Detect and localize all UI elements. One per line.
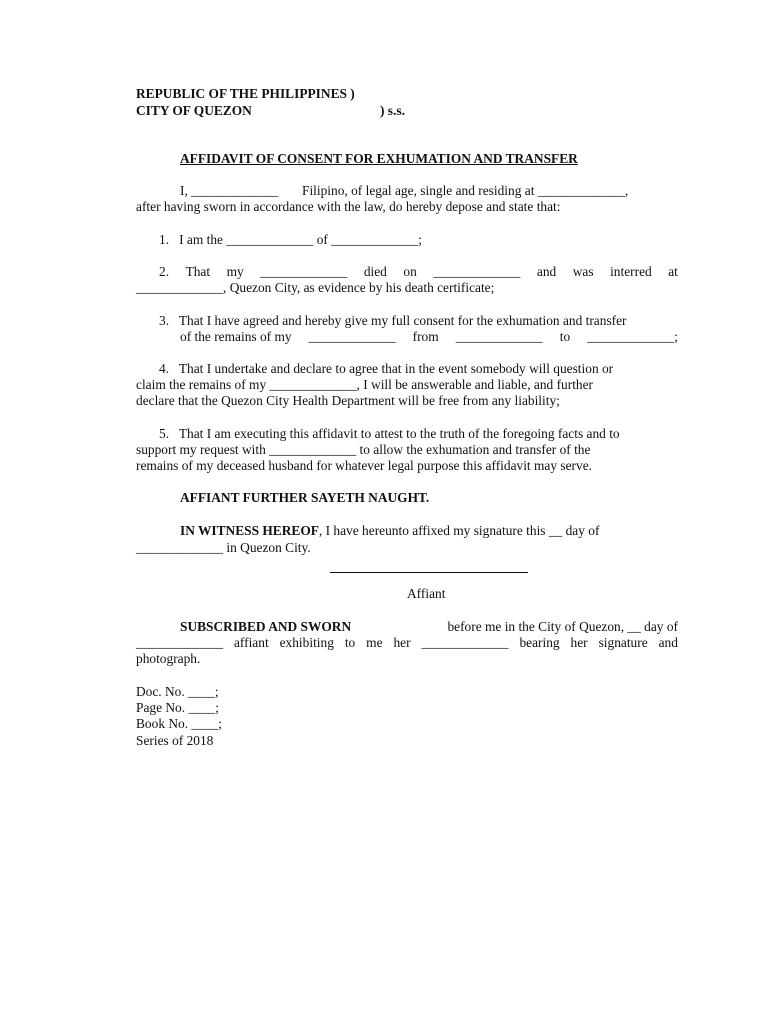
notary-series: Series of 2018 [136, 733, 214, 748]
item-5-line-2: support my request with _____________ to allow the exhumation and transfer of the [136, 442, 591, 457]
item-4-line-3: declare that the Quezon City Health Department will be free from any liability; [136, 393, 560, 408]
subscribed-line-3: photograph. [136, 651, 201, 666]
intro-residence: Filipino, of legal age, single and residing at _____________, [302, 183, 629, 198]
header-city: CITY OF QUEZON [136, 103, 252, 118]
item-5-line-3: remains of my deceased husband for whatever legal purpose this affidavit may serve. [136, 458, 592, 473]
affiant-label: Affiant [407, 586, 446, 601]
notary-page-no: Page No. ____; [136, 700, 219, 715]
subscribed-line-1: SUBSCRIBED AND SWORN before me in the City of Quezon, __ day of [180, 619, 678, 634]
notary-doc-no: Doc. No. ____; [136, 684, 219, 699]
document-title: AFFIDAVIT OF CONSENT FOR EXHUMATION AND TRANSFER [180, 151, 578, 166]
item-4-line-2: claim the remains of my _____________, I will be answerable and liable, and further [136, 377, 594, 392]
affiant-further: AFFIANT FURTHER SAYETH NAUGHT. [180, 490, 430, 505]
item-2-line-2: _____________, Quezon City, as evidence by his death certificate; [136, 280, 495, 295]
item-4-line-1: 4. That I undertake and declare to agree that in the event somebody will question or [159, 361, 614, 376]
header-ss: ) s.s. [380, 103, 405, 118]
witness-line-1: IN WITNESS HEREOF, I have hereunto affixed my signature this __ day of [180, 523, 600, 538]
intro-line-2: after having sworn in accordance with the law, do hereby depose and state that: [136, 199, 561, 214]
witness-line-2: _____________ in Quezon City. [136, 540, 311, 555]
item-3-line-2: of the remains of my _____________ from _____________ to _____________; [180, 329, 678, 344]
item-1: 1. I am the _____________ of _____________; [159, 232, 422, 247]
notary-book-no: Book No. ____; [136, 716, 222, 731]
subscribed-line-2: _____________ affiant exhibiting to me her _____________ bearing her signature and [136, 635, 678, 650]
intro-name-blank: I, _____________ [180, 183, 279, 198]
item-2-line-1: 2. That my _____________ died on _____________ and was interred at [159, 264, 678, 279]
item-5-line-1: 5. That I am executing this affidavit to attest to the truth of the foregoing facts and to [159, 426, 620, 441]
affiant-signature-line [330, 572, 528, 573]
item-3-line-1: 3. That I have agreed and hereby give my full consent for the exhumation and transfer [159, 313, 627, 328]
header-republic: REPUBLIC OF THE PHILIPPINES ) [136, 86, 355, 101]
